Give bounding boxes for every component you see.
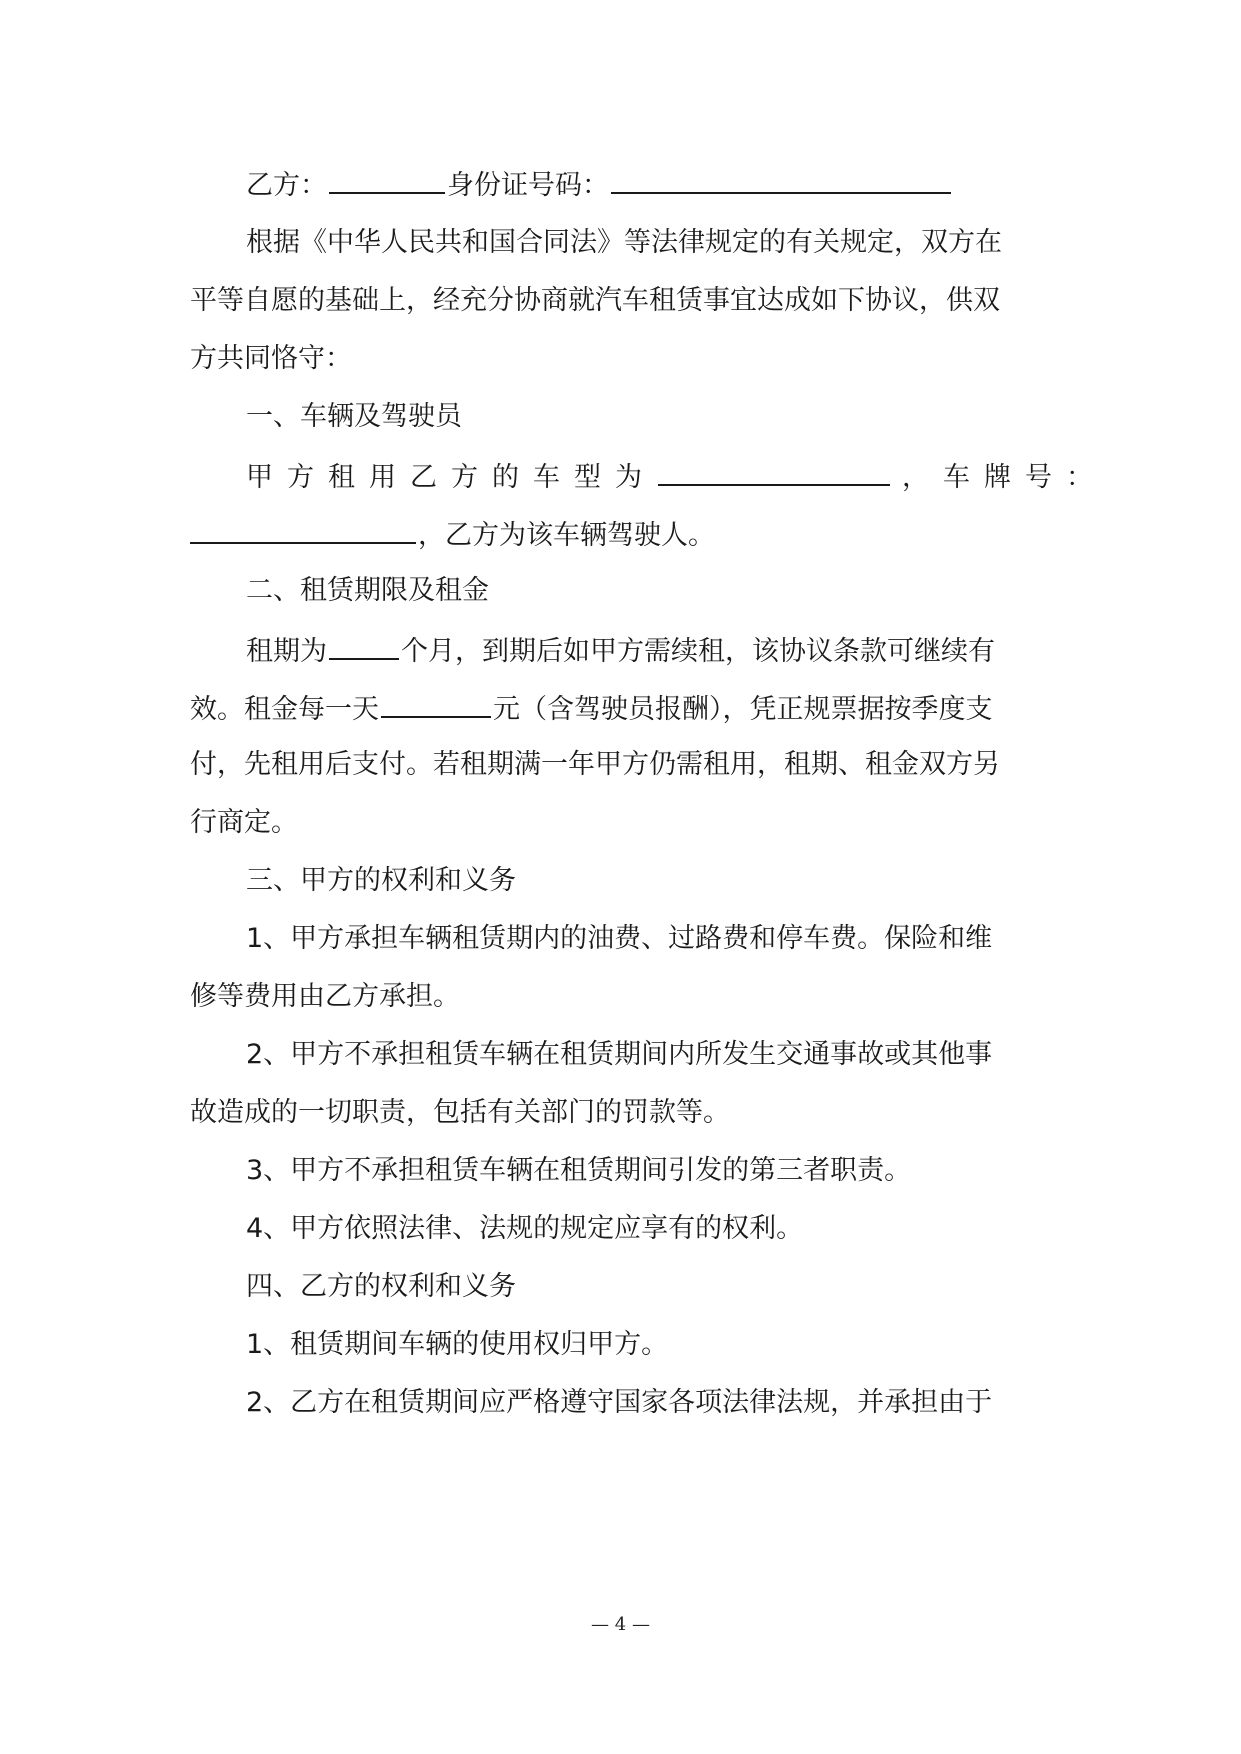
section-4-heading: 四、乙方的权利和义务 [246,1271,516,1302]
section-3-item-1-line-2: 修等费用由乙方承担。 [190,981,460,1012]
section-4-item-1: 1、租赁期间车辆的使用权归甲方。 [246,1329,669,1360]
lease-months-blank[interactable] [329,632,399,660]
section-1-line-1 [246,458,1107,495]
id-number-label: 身份证号码： [447,170,609,201]
section-3-item-2-line-1: 2、甲方不承担租赁车辆在租赁期间内所发生交通事故或其他事 [246,1039,993,1070]
section-3-item-1-line-1: 1、甲方承担车辆租赁期内的油费、过路费和停车费。保险和维 [246,923,993,954]
section-1-heading: 一、车辆及驾驶员 [246,401,462,432]
plate-number-blank[interactable] [190,516,416,544]
daily-rent-text: 元（含驾驶员报酬），凭正规票据按季度支 [493,694,993,725]
page-number: — 4 — [591,1614,650,1635]
section-2-heading: 二、租赁期限及租金 [246,575,489,606]
section-2-line-1 [246,632,1060,669]
daily-rent-blank[interactable] [381,690,491,718]
section-1-line-2 [190,516,1060,553]
vehicle-model-label: 甲方租用乙方的车型为 [246,462,656,493]
driver-text: ，乙方为该车辆驾驶人。 [418,520,715,551]
vehicle-model-blank[interactable] [658,458,890,486]
party-b-label: 乙方： [246,170,327,201]
section-3-item-3: 3、甲方不承担租赁车辆在租赁期间引发的第三者职责。 [246,1155,912,1186]
preamble-line-2: 平等自愿的基础上，经充分协商就汽车租赁事宜达成如下协议，供双 [190,285,1000,316]
section-3-item-4: 4、甲方依照法律、法规的规定应享有的权利。 [246,1213,804,1244]
party-b-name-blank[interactable] [329,166,445,194]
lease-term-label: 租期为 [246,636,327,667]
section-2-line-4: 行商定。 [190,807,298,838]
section-2-line-3: 付，先租用后支付。若租期满一年甲方仍需租用，租期、租金双方另 [190,749,1000,780]
lease-term-text: 个月，到期后如甲方需续租，该协议条款可继续有 [401,636,995,667]
party-b-line [246,166,1060,203]
plate-number-label: ，车牌号： [902,462,1107,493]
preamble-line-3: 方共同恪守： [190,343,352,374]
id-number-blank[interactable] [611,166,951,194]
section-2-line-2 [190,690,1060,727]
section-3-item-2-line-2: 故造成的一切职责，包括有关部门的罚款等。 [190,1097,730,1128]
section-4-item-2-line-1: 2、乙方在租赁期间应严格遵守国家各项法律法规，并承担由于 [246,1387,993,1418]
preamble-line-1: 根据《中华人民共和国合同法》等法律规定的有关规定，双方在 [246,227,1002,258]
daily-rent-label: 效。租金每一天 [190,694,379,725]
section-3-heading: 三、甲方的权利和义务 [246,865,516,896]
